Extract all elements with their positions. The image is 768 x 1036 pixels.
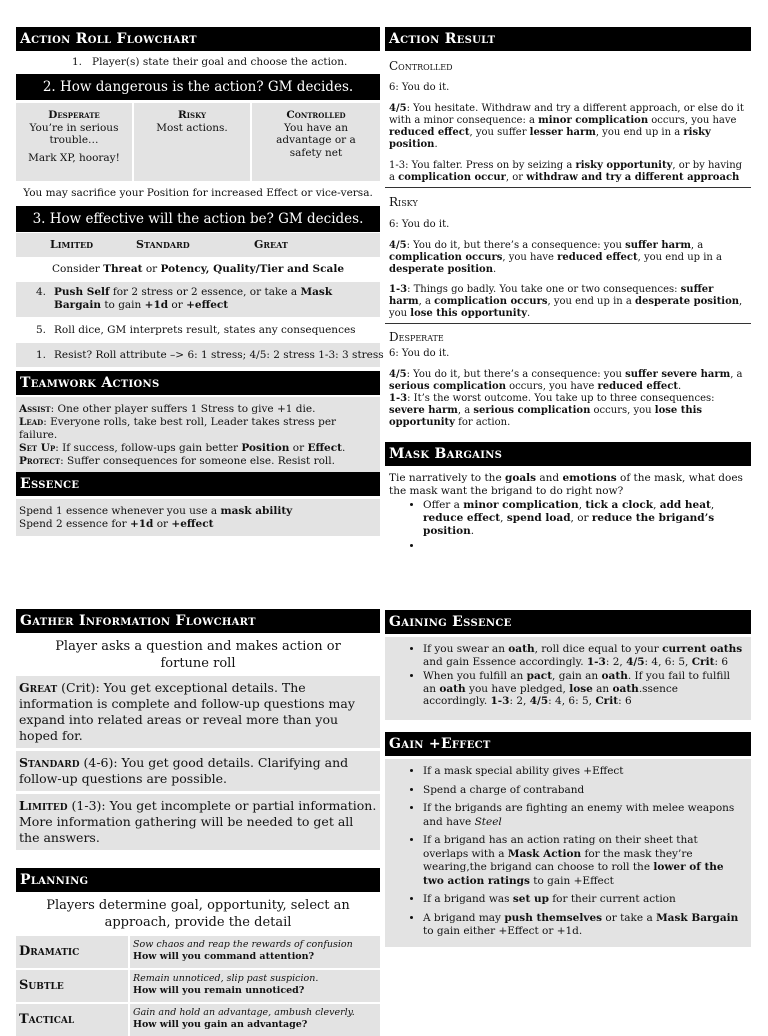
action-result-title: Action Result xyxy=(385,27,751,51)
step-5: 5. Roll dice, GM interprets result, states any consequences xyxy=(16,317,380,343)
gather-great: Great (Crit): You get exceptional details. The information is complete and follow-up questions may expand into related areas or reveal more than you hoped for. xyxy=(16,676,380,748)
position-name: Risky xyxy=(178,109,206,121)
gain-effect-item: • If a brigand has an action rating on their sheet that overlaps with a Mask Action for the mask they’re wearing,the brigand can choose to roll the lower of the two action ratings to gain +Effect xyxy=(423,834,745,888)
position-desc: Most actions. xyxy=(156,121,228,134)
position-desperate xyxy=(16,103,132,181)
planning-approach: Tactical xyxy=(16,1004,128,1036)
gaining-essence-body xyxy=(385,637,751,720)
position-risky xyxy=(134,103,250,181)
gaining-essence-item: • If you swear an oath, roll dice equal to your current oaths and gain Essence accordingly. 1-3: 2, 4/5: 4, 6: 5, Crit: 6 xyxy=(423,643,745,668)
essence-line: Spend 1 essence whenever you use a mask ability xyxy=(19,505,293,517)
planning-table xyxy=(16,936,380,1036)
sacrifice-note: You may sacrifice your Position for increased Effect or vice-versa. xyxy=(23,187,373,199)
mask-bargain-empty-bullet xyxy=(423,540,747,553)
action-result-section xyxy=(385,27,751,184)
essence-body xyxy=(16,499,380,536)
planning-approach: Dramatic xyxy=(16,936,128,968)
step-1-number: 1. xyxy=(72,56,83,68)
action-roll-title: Action Roll Flowchart xyxy=(16,27,380,51)
position-desc: You’re in serious trouble… xyxy=(29,121,119,146)
effect-levels xyxy=(16,233,380,257)
position-name: Desperate xyxy=(48,109,100,121)
position-controlled xyxy=(252,103,380,181)
result-heading: Desperate xyxy=(389,330,444,344)
gain-effect-item: • A brigand may push themselves or take a Mask Bargain to gain either +Effect or +1d. xyxy=(423,912,745,939)
position-note: Mark XP, hooray! xyxy=(28,151,120,164)
planning-desc: Remain unnoticed, slip past suspicion. How will you remain unnoticed? xyxy=(130,970,380,1002)
result-6: 6: You do it. xyxy=(389,82,450,93)
step-resist-number: 1. xyxy=(36,349,47,361)
step-1 xyxy=(16,51,380,74)
gaining-essence-item: • When you fulfill an pact, gain an oath. If you fail to fulfill an oath you have pledged, lose an oath.ssence accordingly. 1-3: 2, 4/5: 4, 6: 5, Crit: 6 xyxy=(423,670,745,708)
mask-bargains-section xyxy=(385,442,751,558)
gain-effect-title: Gain +Effect xyxy=(385,732,751,756)
gather-info-section xyxy=(16,609,380,850)
step-4: 4. Push Self for 2 stress or 2 essence, or take a Mask Bargain to gain +1d or +effect xyxy=(16,282,380,317)
result-6: 6: You do it. xyxy=(389,219,450,230)
mask-bargains-intro: Tie narratively to the goals and emotions of the mask, what does the mask want the brigand to do right now? xyxy=(389,472,743,497)
effect-limited: Limited xyxy=(16,233,132,257)
result-risky xyxy=(385,193,751,320)
effect-standard: Standard xyxy=(132,233,250,257)
teamwork-item: Lead: Everyone rolls, take best roll, Leader takes stress per failure. xyxy=(19,416,337,441)
essence-section xyxy=(16,472,380,536)
position-grid xyxy=(16,103,380,181)
gaining-essence-title: Gaining Essence xyxy=(385,610,751,634)
planning-intro: Players determine goal, opportunity, select an approach, provide the detail xyxy=(46,898,350,930)
step-5-number: 5. xyxy=(36,324,47,336)
gather-info-intro: Player asks a question and makes action or fortune roll xyxy=(55,639,341,671)
result-45: 4/5: You do it, but there’s a consequence: you suffer harm, a complication occurs, you have reduced effect, you end up in a desperate position. xyxy=(389,240,723,275)
gaining-essence-section xyxy=(385,610,751,720)
divider xyxy=(385,323,751,324)
teamwork-item: Set Up: If success, follow-ups gain better Position or Effect. xyxy=(19,442,346,454)
planning-desc: Sow chaos and reap the rewards of confusion How will you command attention? xyxy=(130,936,380,968)
consider-line: Consider Threat or Potency, Quality/Tier and Scale xyxy=(51,263,344,275)
position-name: Controlled xyxy=(286,109,346,121)
step-4-number: 4. xyxy=(36,286,47,298)
action-roll-section xyxy=(16,27,384,367)
result-6: 6: You do it. xyxy=(389,348,450,359)
result-45: 4/5: You hesitate. Withdraw and try a different approach, or else do it with a minor consequence: a minor complication occurs, you have reduced effect, you suffer lesser harm, you end up in a risky position. xyxy=(389,103,744,150)
effect-great: Great xyxy=(250,233,380,257)
teamwork-section xyxy=(16,371,380,472)
step-2-banner: 2. How dangerous is the action? GM decides. xyxy=(16,74,380,100)
result-desperate xyxy=(385,328,751,429)
essence-line: Spend 2 essence for +1d or +effect xyxy=(19,518,214,530)
gain-effect-body xyxy=(385,759,751,947)
mask-bargains-title: Mask Bargains xyxy=(385,442,751,466)
gain-effect-item: • Spend a charge of contraband xyxy=(423,784,745,798)
gather-standard: Standard (4-6): You get good details. Clarifying and follow-up questions are possible. xyxy=(16,751,380,791)
planning-title: Planning xyxy=(16,868,380,892)
planning-desc: Gain and hold an advantage, ambush cleverly. How will you gain an advantage? xyxy=(130,1004,380,1036)
step-1-text: Player(s) state their goal and choose the action. xyxy=(92,56,348,68)
position-desc: You have an advantage or a safety net xyxy=(276,121,356,159)
gather-limited: Limited (1-3): You get incomplete or partial information. More information gathering will be needed to get all the answers. xyxy=(16,794,380,850)
divider xyxy=(385,187,751,188)
gain-effect-item: • If a brigand was set up for their current action xyxy=(423,893,745,907)
result-13: 1-3: Things go badly. You take one or two consequences: suffer harm, a complication occurs, you end up in a desperate position, you lose this opportunity. xyxy=(389,284,743,319)
planning-approach: Subtle xyxy=(16,970,128,1002)
teamwork-title: Teamwork Actions xyxy=(16,371,380,395)
mask-bargains-body xyxy=(385,466,751,553)
step-3-banner: 3. How effective will the action be? GM decides. xyxy=(16,206,380,232)
essence-title: Essence xyxy=(16,472,380,496)
teamwork-item: Protect: Suffer consequences for someone else. Resist roll. xyxy=(19,455,335,467)
result-controlled xyxy=(385,51,751,184)
result-45: 4/5: You do it, but there’s a consequence: you suffer severe harm, a serious complication occurs, you have reduced effect. xyxy=(389,369,743,392)
result-13: 1-3: You falter. Press on by seizing a risky opportunity, or by having a complication occur, or withdraw and try a different approach xyxy=(389,160,743,183)
planning-row xyxy=(16,936,380,968)
gather-info-title: Gather Information Flowchart xyxy=(16,609,380,633)
result-heading: Risky xyxy=(389,195,418,209)
teamwork-list xyxy=(16,397,380,472)
planning-row xyxy=(16,1004,380,1036)
gain-effect-section xyxy=(385,732,751,947)
gain-effect-item: • If the brigands are fighting an enemy with melee weapons and have Steel xyxy=(423,802,745,829)
mask-bargain-option: • Offer a minor complication, tick a clock, add heat, reduce effect, spend load, or reduce the brigand’s position. xyxy=(423,499,747,538)
result-13: 1-3: It’s the worst outcome. You take up to three consequences: severe harm, a serious complication occurs, you lose this opportunity for action. xyxy=(389,393,715,428)
gain-effect-item: • If a mask special ability gives +Effect xyxy=(423,765,745,779)
step-resist: 1. Resist? Roll attribute –> 6: 1 stress; 4/5: 2 stress 1-3: 3 stress xyxy=(16,343,380,367)
planning-section xyxy=(16,868,380,1036)
teamwork-item: Assist: One other player suffers 1 Stress to give +1 die. xyxy=(19,403,316,415)
planning-row xyxy=(16,970,380,1002)
result-heading: Controlled xyxy=(389,59,453,73)
